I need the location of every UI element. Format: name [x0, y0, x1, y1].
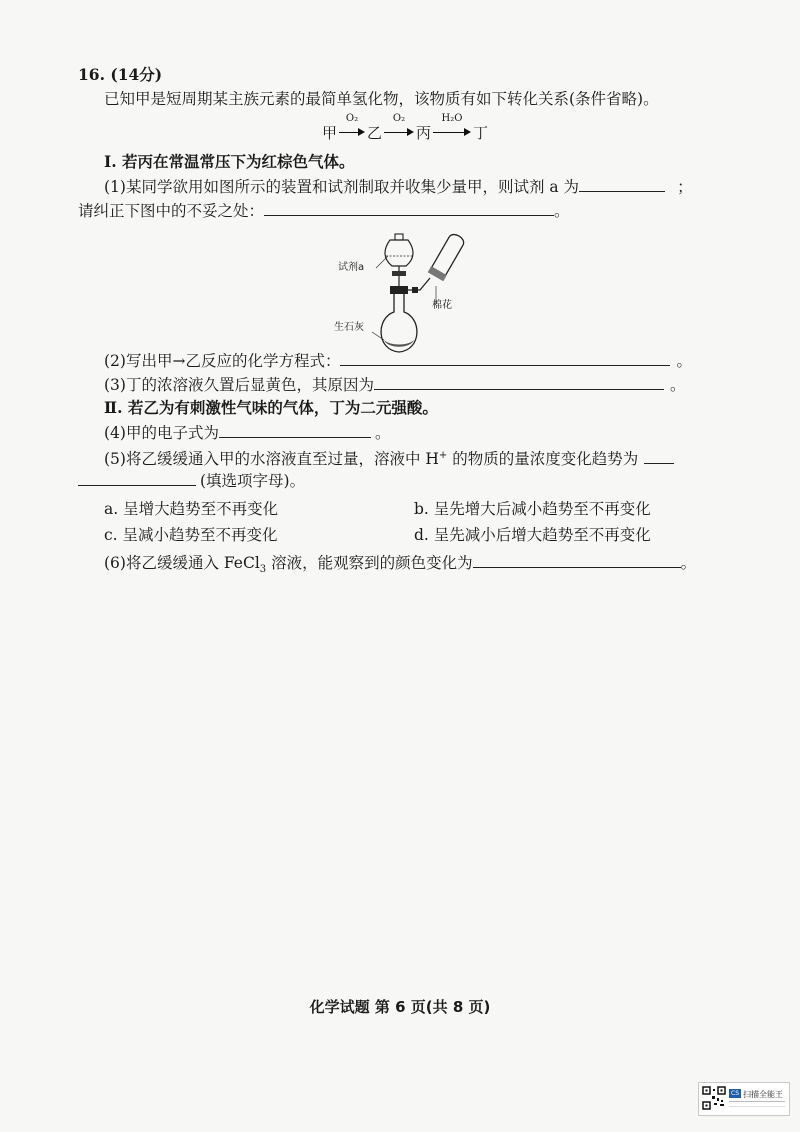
- arrow-2-reagent: O₂: [392, 113, 406, 124]
- q3-text: (3)丁的浓溶液久置后显黄色，其原因为: [104, 376, 374, 394]
- apparatus-figure: [332, 228, 482, 356]
- option-d: d. 呈先减小后增大趋势至不再变化: [414, 526, 651, 544]
- scanner-watermark: [698, 1082, 790, 1116]
- qr-code-icon: [702, 1086, 726, 1110]
- part2-title: Ⅱ. 若乙为有刺激性气味的气体，丁为二元强酸。: [104, 398, 438, 417]
- q4-end: 。: [374, 424, 391, 442]
- arrow-1-reagent: O₂: [345, 113, 359, 124]
- stamp-title: 扫描全能王: [743, 1090, 783, 1099]
- stamp-subtitle-line: [729, 1101, 785, 1107]
- q6-subscript: 3: [259, 564, 267, 576]
- cs-logo: CS: [731, 1090, 739, 1097]
- option-a: a. 呈增大趋势至不再变化: [104, 500, 279, 518]
- label-cotton: 棉花: [432, 300, 452, 311]
- answer-blank-q5b[interactable]: [78, 469, 196, 486]
- answer-blank-q1a[interactable]: [579, 175, 665, 192]
- species-yi: 乙: [367, 124, 383, 142]
- label-quicklime: 生石灰: [334, 322, 364, 333]
- option-b: b. 呈先增大后减小趋势至不再变化: [414, 500, 651, 518]
- q4-text: (4)甲的电子式为: [104, 424, 219, 442]
- apparatus-drawing: [332, 228, 482, 356]
- q6-text-pre: (6)将乙缓缓通入 FeCl: [104, 554, 260, 572]
- label-reagent-a: 试剂a: [338, 262, 365, 273]
- option-c: c. 呈减小趋势至不再变化: [104, 526, 278, 544]
- q5-line1: [104, 445, 674, 470]
- q3-end: 。: [669, 376, 686, 394]
- answer-blank-q6[interactable]: [473, 551, 681, 568]
- page-footer: 化学试题 第 6 页(共 8 页): [309, 998, 491, 1016]
- species-ding: 丁: [473, 124, 489, 142]
- q6-end: 。: [680, 554, 697, 572]
- q5-superscript: +: [438, 450, 448, 461]
- q4-line: [104, 421, 390, 444]
- answer-blank-q2[interactable]: [340, 349, 670, 366]
- species-jia: 甲: [322, 124, 338, 142]
- q5-text-pre: (5)将乙缓缓通入甲的水溶液直至过量，溶液中 H: [104, 450, 439, 469]
- q1-text-b: 请纠正下图中的不妥之处：: [78, 202, 265, 220]
- q1-text-a: (1)某同学欲用如图所示的装置和试剂制取并收集少量甲，则试剂 a 为: [104, 178, 580, 196]
- q2-text: (2)写出甲→乙反应的化学方程式：: [104, 352, 341, 370]
- q6-text-post: 溶液，能观察到的颜色变化为: [266, 554, 473, 572]
- arrow-1: [339, 114, 365, 144]
- arrow-2: [384, 114, 414, 144]
- q2-end: 。: [676, 352, 692, 370]
- arrow-3: [433, 114, 471, 144]
- q5-cont: (填选项字母)。: [200, 472, 306, 490]
- answer-blank-q1b[interactable]: [264, 199, 554, 216]
- q6-line: [104, 551, 696, 581]
- q5-line2: [78, 469, 305, 492]
- answer-blank-q4[interactable]: [219, 421, 371, 438]
- q1-end-a: ；: [677, 178, 693, 196]
- part1-title: Ⅰ. 若丙在常温常压下为红棕色气体。: [104, 152, 355, 171]
- q1-line1: [104, 175, 693, 198]
- species-bing: 丙: [416, 124, 432, 142]
- q5-text-post: 的物质的量浓度变化趋势为: [447, 450, 639, 469]
- arrow-3-reagent: H₂O: [441, 113, 463, 124]
- answer-blank-q5a[interactable]: [644, 447, 674, 464]
- question-intro: 已知甲是短周期某主族元素的最简单氢化物，该物质有如下转化关系(条件省略)。: [104, 90, 659, 108]
- q1-end-b: 。: [554, 202, 570, 220]
- answer-blank-q3[interactable]: [374, 373, 664, 390]
- q2-line: [104, 349, 692, 372]
- question-header: 16. (14分): [78, 65, 163, 84]
- q1-line2: [78, 199, 570, 222]
- q3-line: [104, 373, 685, 396]
